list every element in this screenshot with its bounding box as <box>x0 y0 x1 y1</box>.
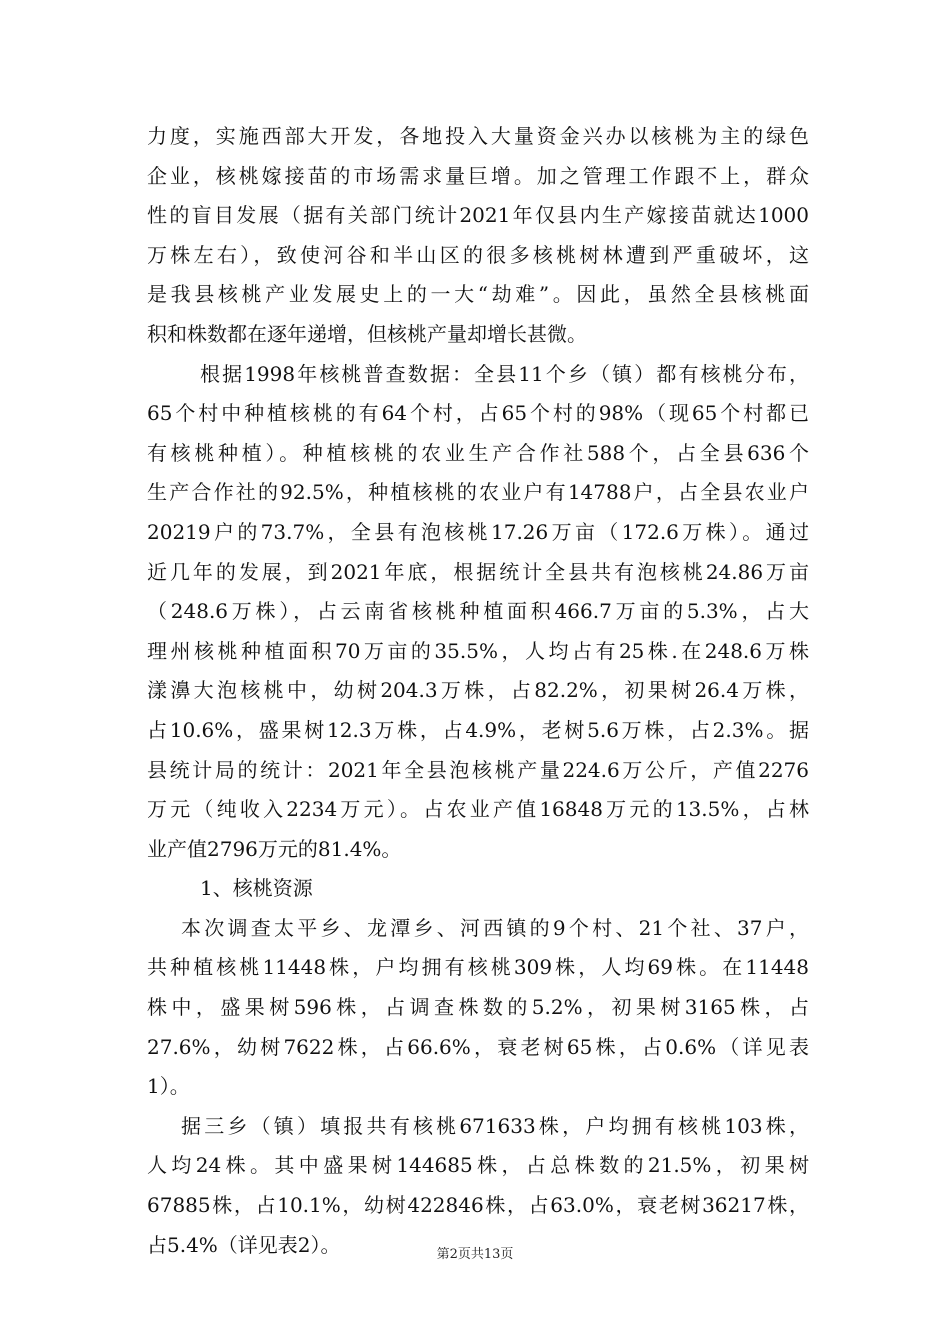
text-line: 有核桃种植）。种植核桃的农业生产合作社588个，占全县636个 <box>147 440 809 465</box>
paragraph <box>147 909 809 1107</box>
text-line: 生产合作社的92.5%，种植核桃的农业户有14788户，占全县农业户 <box>147 480 809 505</box>
text-line: 性的盲目发展（据有关部门统计2021年仅县内生产嫁接苗就达1000 <box>147 203 809 228</box>
text-line: 力度，实施西部大开发，各地投入大量资金兴办以核桃为主的绿色 <box>147 124 809 148</box>
paragraph <box>147 355 809 870</box>
text-line: 占10.6%，盛果树12.3万株，占4.9%，老树5.6万株，占2.3%。据 <box>147 717 809 742</box>
heading-text: 1、核桃资源 <box>200 876 313 901</box>
text-line: 近几年的发展，到2021年底，根据统计全县共有泡核桃24.86万亩 <box>147 559 809 584</box>
text-line: 本次调查太平乡、龙潭乡、河西镇的9个村、21个社、37户， <box>181 915 809 940</box>
paragraph <box>147 117 809 355</box>
section-heading <box>147 869 809 909</box>
text-line: 占5.4%（详见表2）。 <box>147 1232 341 1257</box>
text-line: 根据1998年核桃普查数据：全县11个乡（镇）都有核桃分布， <box>200 361 809 386</box>
text-line: 企业，核桃嫁接苗的市场需求量巨增。加之管理工作跟不上，群众 <box>147 163 809 188</box>
page-number-footer: 第2页共13页 <box>436 1247 514 1262</box>
text-line: 是我县核桃产业发展史上的一大“劫难”。因此，虽然全县核桃面 <box>147 282 809 307</box>
text-line: 20219户的73.7%，全县有泡核桃17.26万亩（172.6万株）。通过 <box>147 519 809 544</box>
paragraph <box>147 1107 809 1265</box>
text-line: 积和株数都在逐年递增，但核桃产量却增长甚微。 <box>147 321 587 346</box>
text-line: 万元（纯收入2234万元）。占农业产值16848万元的13.5%，占林 <box>147 797 809 822</box>
text-line: 67885株，占10.1%，幼树422846株，占63.0%，衰老树36217株， <box>147 1193 809 1218</box>
text-line: 业产值2796万元的81.4%。 <box>147 836 402 861</box>
text-line: 株中，盛果树596株，占调查株数的5.2%，初果树3165株，占 <box>147 995 809 1020</box>
text-line: 万株左右），致使河谷和半山区的很多核桃树林遭到严重破坏，这 <box>147 242 809 267</box>
text-line: 共种植核桃11448株，户均拥有核桃309株，人均69株。在11448 <box>147 955 809 980</box>
text-line: 人均24株。其中盛果树144685株，占总株数的21.5%，初果树 <box>147 1153 809 1178</box>
text-line: 1）。 <box>147 1074 190 1099</box>
text-line: 理州核桃种植面积70万亩的35.5%，人均占有25株.在248.6万株 <box>147 638 809 663</box>
document-body <box>147 117 809 1265</box>
text-line: 据三乡（镇）填报共有核桃671633株，户均拥有核桃103株， <box>181 1113 809 1138</box>
text-line: 65个村中种植核桃的有64个村，占65个村的98%（现65个村都已 <box>147 401 809 426</box>
text-line: 漾濞大泡核桃中，幼树204.3万株，占82.2%，初果树26.4万株， <box>147 678 809 703</box>
text-line: 27.6%，幼树7622株，占66.6%，衰老树65株，占0.6%（详见表 <box>147 1034 809 1059</box>
text-line: （248.6万株），占云南省核桃种植面积466.7万亩的5.3%，占大 <box>147 599 809 624</box>
text-line: 县统计局的统计：2021年全县泡核桃产量224.6万公斤，产值2276 <box>147 757 809 782</box>
